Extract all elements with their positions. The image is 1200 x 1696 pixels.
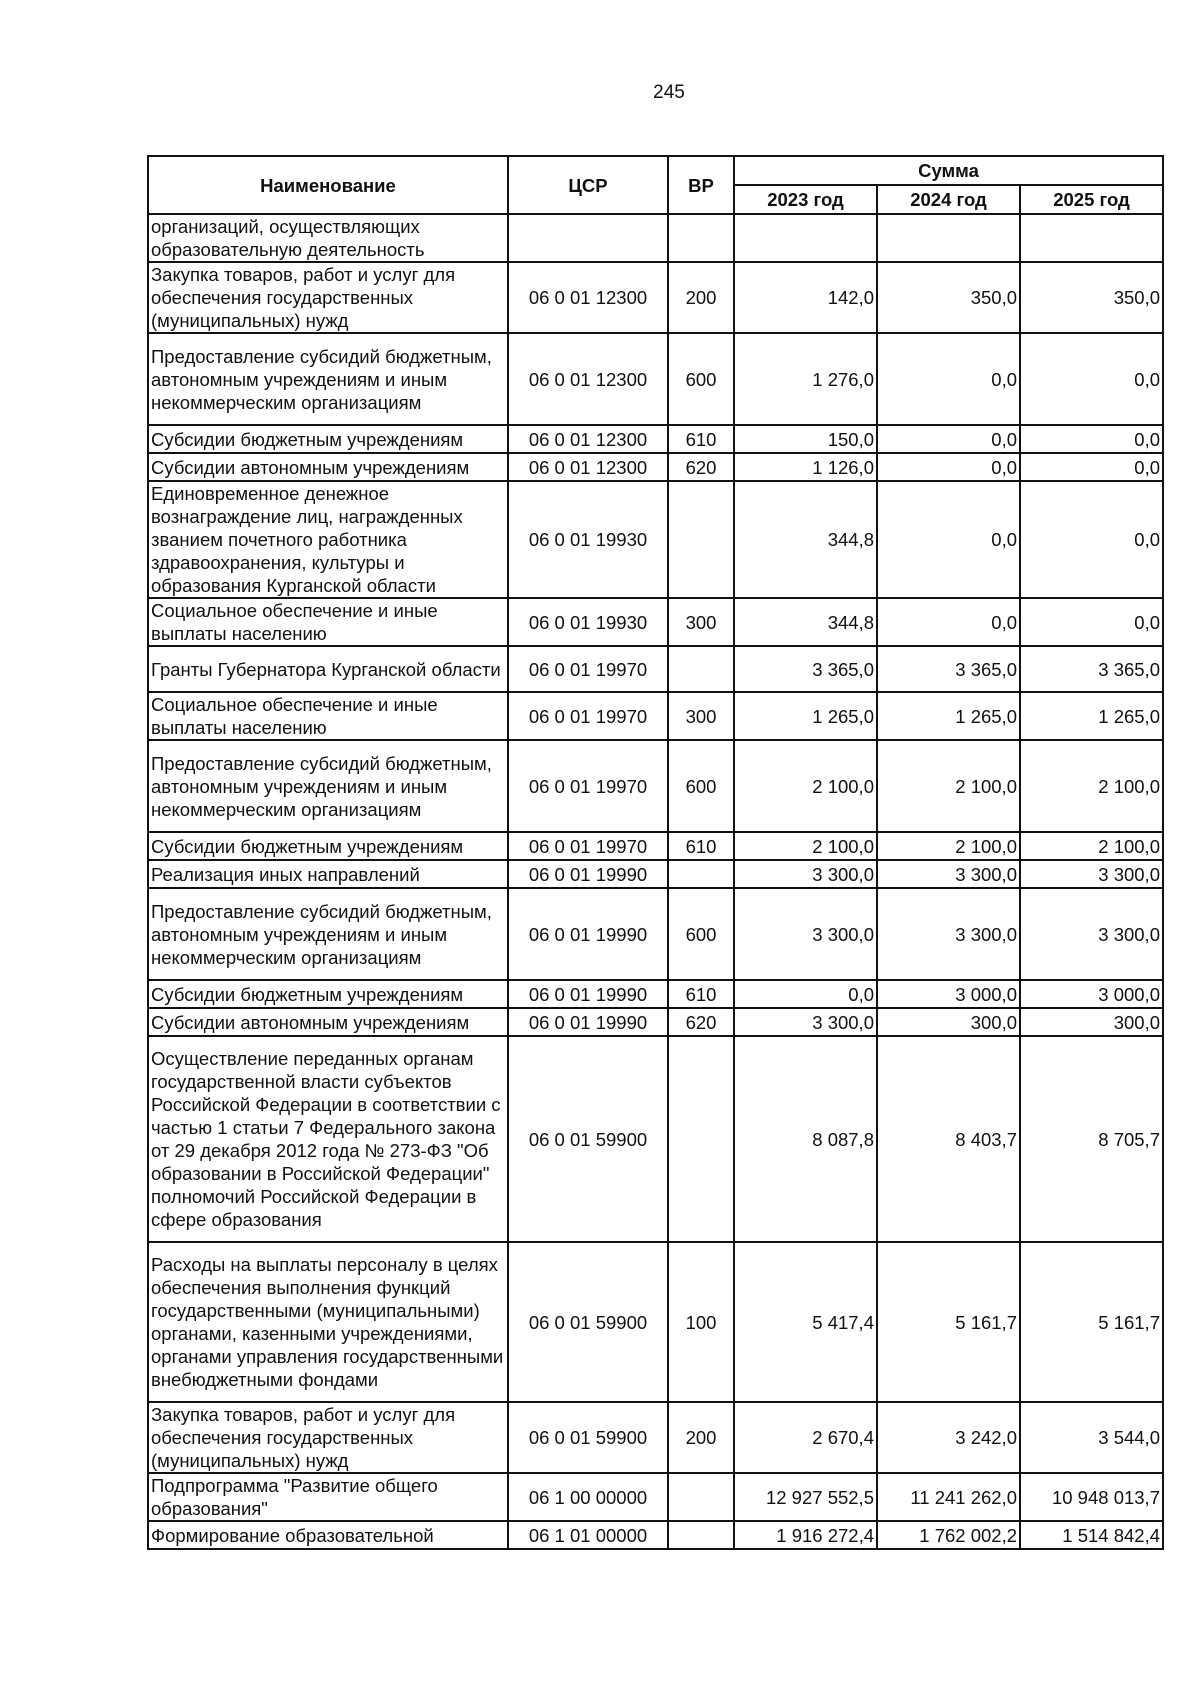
row-name: Субсидии бюджетным учреждениям (148, 980, 508, 1008)
row-value-2024: 0,0 (877, 453, 1020, 481)
row-value-2024: 11 241 262,0 (877, 1473, 1020, 1521)
row-name: Субсидии автономным учреждениям (148, 1008, 508, 1036)
row-value-2024: 3 365,0 (877, 646, 1020, 692)
row-value-2025: 1 265,0 (1020, 692, 1163, 740)
row-csr: 06 0 01 19990 (508, 888, 668, 980)
table-row (148, 740, 1163, 832)
row-vr: 620 (668, 453, 734, 481)
row-csr: 06 0 01 59900 (508, 1036, 668, 1242)
row-csr: 06 0 01 19970 (508, 740, 668, 832)
table-row (148, 481, 1163, 598)
row-value-2025: 0,0 (1020, 481, 1163, 598)
row-name: Субсидии автономным учреждениям (148, 453, 508, 481)
row-value-2025: 3 300,0 (1020, 888, 1163, 980)
row-value-2023: 150,0 (734, 425, 877, 453)
table-row (148, 333, 1163, 425)
row-value-2025: 3 544,0 (1020, 1402, 1163, 1473)
row-value-2025: 5 161,7 (1020, 1242, 1163, 1402)
row-csr: 06 0 01 19990 (508, 860, 668, 888)
table-row (148, 1242, 1163, 1402)
row-csr: 06 0 01 12300 (508, 453, 668, 481)
row-value-2025: 3 300,0 (1020, 860, 1163, 888)
row-value-2024: 350,0 (877, 262, 1020, 333)
row-csr: 06 0 01 12300 (508, 333, 668, 425)
row-csr: 06 0 01 12300 (508, 425, 668, 453)
row-csr: 06 0 01 19970 (508, 832, 668, 860)
table-row (148, 262, 1163, 333)
row-value-2025 (1020, 214, 1163, 262)
table-row (148, 598, 1163, 646)
row-value-2025: 3 000,0 (1020, 980, 1163, 1008)
row-vr (668, 214, 734, 262)
row-value-2023: 12 927 552,5 (734, 1473, 877, 1521)
table-row (148, 692, 1163, 740)
row-name: Социальное обеспечение и иные выплаты населению (148, 692, 508, 740)
row-value-2024 (877, 214, 1020, 262)
table-row (148, 1521, 1163, 1549)
table-row (148, 1402, 1163, 1473)
row-csr: 06 0 01 12300 (508, 262, 668, 333)
row-csr: 06 0 01 59900 (508, 1242, 668, 1402)
row-value-2025: 1 514 842,4 (1020, 1521, 1163, 1549)
budget-table (147, 155, 1164, 1550)
header-2024: 2024 год (877, 185, 1020, 214)
header-name: Наименование (148, 156, 508, 214)
row-name: Предоставление субсидий бюджетным, автономным учреждениям и иным некоммерческим организациям (148, 740, 508, 832)
row-name: организаций, осуществляющих образовательную деятельность (148, 214, 508, 262)
table-row (148, 453, 1163, 481)
row-value-2025: 2 100,0 (1020, 832, 1163, 860)
row-vr: 610 (668, 832, 734, 860)
row-value-2025: 0,0 (1020, 453, 1163, 481)
row-value-2024: 2 100,0 (877, 832, 1020, 860)
row-value-2024: 3 300,0 (877, 888, 1020, 980)
row-vr: 200 (668, 1402, 734, 1473)
row-value-2025: 0,0 (1020, 425, 1163, 453)
table-row (148, 888, 1163, 980)
row-value-2023: 2 670,4 (734, 1402, 877, 1473)
row-value-2025: 0,0 (1020, 333, 1163, 425)
row-name: Закупка товаров, работ и услуг для обеспечения государственных (муниципальных) нужд (148, 1402, 508, 1473)
table-row (148, 425, 1163, 453)
row-vr: 100 (668, 1242, 734, 1402)
row-value-2023: 2 100,0 (734, 740, 877, 832)
row-csr: 06 0 01 59900 (508, 1402, 668, 1473)
row-value-2025: 10 948 013,7 (1020, 1473, 1163, 1521)
row-value-2024: 3 000,0 (877, 980, 1020, 1008)
row-value-2024: 0,0 (877, 481, 1020, 598)
row-value-2023: 1 276,0 (734, 333, 877, 425)
row-csr: 06 1 00 00000 (508, 1473, 668, 1521)
row-vr: 620 (668, 1008, 734, 1036)
row-value-2023: 3 300,0 (734, 860, 877, 888)
row-value-2023: 1 265,0 (734, 692, 877, 740)
row-name: Реализация иных направлений (148, 860, 508, 888)
row-csr: 06 0 01 19970 (508, 646, 668, 692)
row-name: Субсидии бюджетным учреждениям (148, 425, 508, 453)
table-row (148, 980, 1163, 1008)
row-value-2024: 8 403,7 (877, 1036, 1020, 1242)
row-name: Формирование образовательной (148, 1521, 508, 1549)
table-row (148, 646, 1163, 692)
row-name: Осуществление переданных органам государственной власти субъектов Российской Федерации в соответствии с частью 1 статьи 7 Федерального закона от 29 декабря 2012 года № 273-ФЗ "Об образовании в Российской Федерации" полномочий Российской Федерации в сфере образования (148, 1036, 508, 1242)
row-csr: 06 0 01 19990 (508, 1008, 668, 1036)
row-value-2024: 1 762 002,2 (877, 1521, 1020, 1549)
table-row (148, 832, 1163, 860)
row-vr: 610 (668, 425, 734, 453)
row-value-2024: 3 242,0 (877, 1402, 1020, 1473)
row-vr (668, 1521, 734, 1549)
row-value-2025: 2 100,0 (1020, 740, 1163, 832)
row-value-2023: 1 916 272,4 (734, 1521, 877, 1549)
row-csr: 06 0 01 19930 (508, 481, 668, 598)
row-value-2023: 3 300,0 (734, 888, 877, 980)
row-value-2024: 3 300,0 (877, 860, 1020, 888)
row-csr: 06 0 01 19970 (508, 692, 668, 740)
row-vr: 300 (668, 692, 734, 740)
row-vr: 610 (668, 980, 734, 1008)
row-name: Предоставление субсидий бюджетным, автономным учреждениям и иным некоммерческим организациям (148, 333, 508, 425)
row-value-2023: 3 365,0 (734, 646, 877, 692)
row-value-2023: 2 100,0 (734, 832, 877, 860)
row-name: Субсидии бюджетным учреждениям (148, 832, 508, 860)
row-vr: 600 (668, 333, 734, 425)
page-number: 245 (653, 82, 685, 103)
table-row (148, 1473, 1163, 1521)
table-row (148, 1036, 1163, 1242)
row-value-2023: 0,0 (734, 980, 877, 1008)
row-value-2024: 300,0 (877, 1008, 1020, 1036)
row-name: Расходы на выплаты персоналу в целях обеспечения выполнения функций государственными (муниципальными) органами, казенными учреждениями, органами управления государственными внебюджетными фондами (148, 1242, 508, 1402)
row-name: Закупка товаров, работ и услуг для обеспечения государственных (муниципальных) нужд (148, 262, 508, 333)
row-vr (668, 481, 734, 598)
row-value-2024: 1 265,0 (877, 692, 1020, 740)
row-value-2025: 300,0 (1020, 1008, 1163, 1036)
row-value-2023: 5 417,4 (734, 1242, 877, 1402)
row-vr: 600 (668, 888, 734, 980)
row-value-2025: 0,0 (1020, 598, 1163, 646)
row-value-2024: 5 161,7 (877, 1242, 1020, 1402)
row-value-2024: 0,0 (877, 333, 1020, 425)
header-2025: 2025 год (1020, 185, 1163, 214)
row-vr: 600 (668, 740, 734, 832)
row-csr: 06 0 01 19990 (508, 980, 668, 1008)
row-value-2024: 0,0 (877, 598, 1020, 646)
row-value-2025: 8 705,7 (1020, 1036, 1163, 1242)
row-csr: 06 0 01 19930 (508, 598, 668, 646)
table-body (148, 214, 1163, 1549)
table-header (148, 156, 1163, 214)
row-value-2023: 3 300,0 (734, 1008, 877, 1036)
row-value-2023: 344,8 (734, 481, 877, 598)
row-name: Предоставление субсидий бюджетным, автономным учреждениям и иным некоммерческим организациям (148, 888, 508, 980)
header-csr: ЦСР (508, 156, 668, 214)
row-value-2025: 350,0 (1020, 262, 1163, 333)
row-csr: 06 1 01 00000 (508, 1521, 668, 1549)
row-value-2023: 8 087,8 (734, 1036, 877, 1242)
row-value-2023: 344,8 (734, 598, 877, 646)
row-value-2024: 0,0 (877, 425, 1020, 453)
row-value-2023: 142,0 (734, 262, 877, 333)
row-value-2023 (734, 214, 877, 262)
header-2023: 2023 год (734, 185, 877, 214)
table-row (148, 214, 1163, 262)
header-sum-group: Сумма (734, 156, 1163, 185)
row-name: Гранты Губернатора Курганской области (148, 646, 508, 692)
row-name: Социальное обеспечение и иные выплаты населению (148, 598, 508, 646)
row-vr (668, 646, 734, 692)
row-name: Подпрограмма "Развитие общего образования" (148, 1473, 508, 1521)
row-vr (668, 1473, 734, 1521)
table-row (148, 1008, 1163, 1036)
row-value-2024: 2 100,0 (877, 740, 1020, 832)
header-vr: ВР (668, 156, 734, 214)
row-vr: 200 (668, 262, 734, 333)
table-row (148, 860, 1163, 888)
row-value-2025: 3 365,0 (1020, 646, 1163, 692)
row-value-2023: 1 126,0 (734, 453, 877, 481)
row-vr (668, 1036, 734, 1242)
row-vr (668, 860, 734, 888)
row-csr (508, 214, 668, 262)
row-vr: 300 (668, 598, 734, 646)
row-name: Единовременное денежное вознаграждение лиц, награжденных званием почетного работника здравоохранения, культуры и образования Курганской области (148, 481, 508, 598)
